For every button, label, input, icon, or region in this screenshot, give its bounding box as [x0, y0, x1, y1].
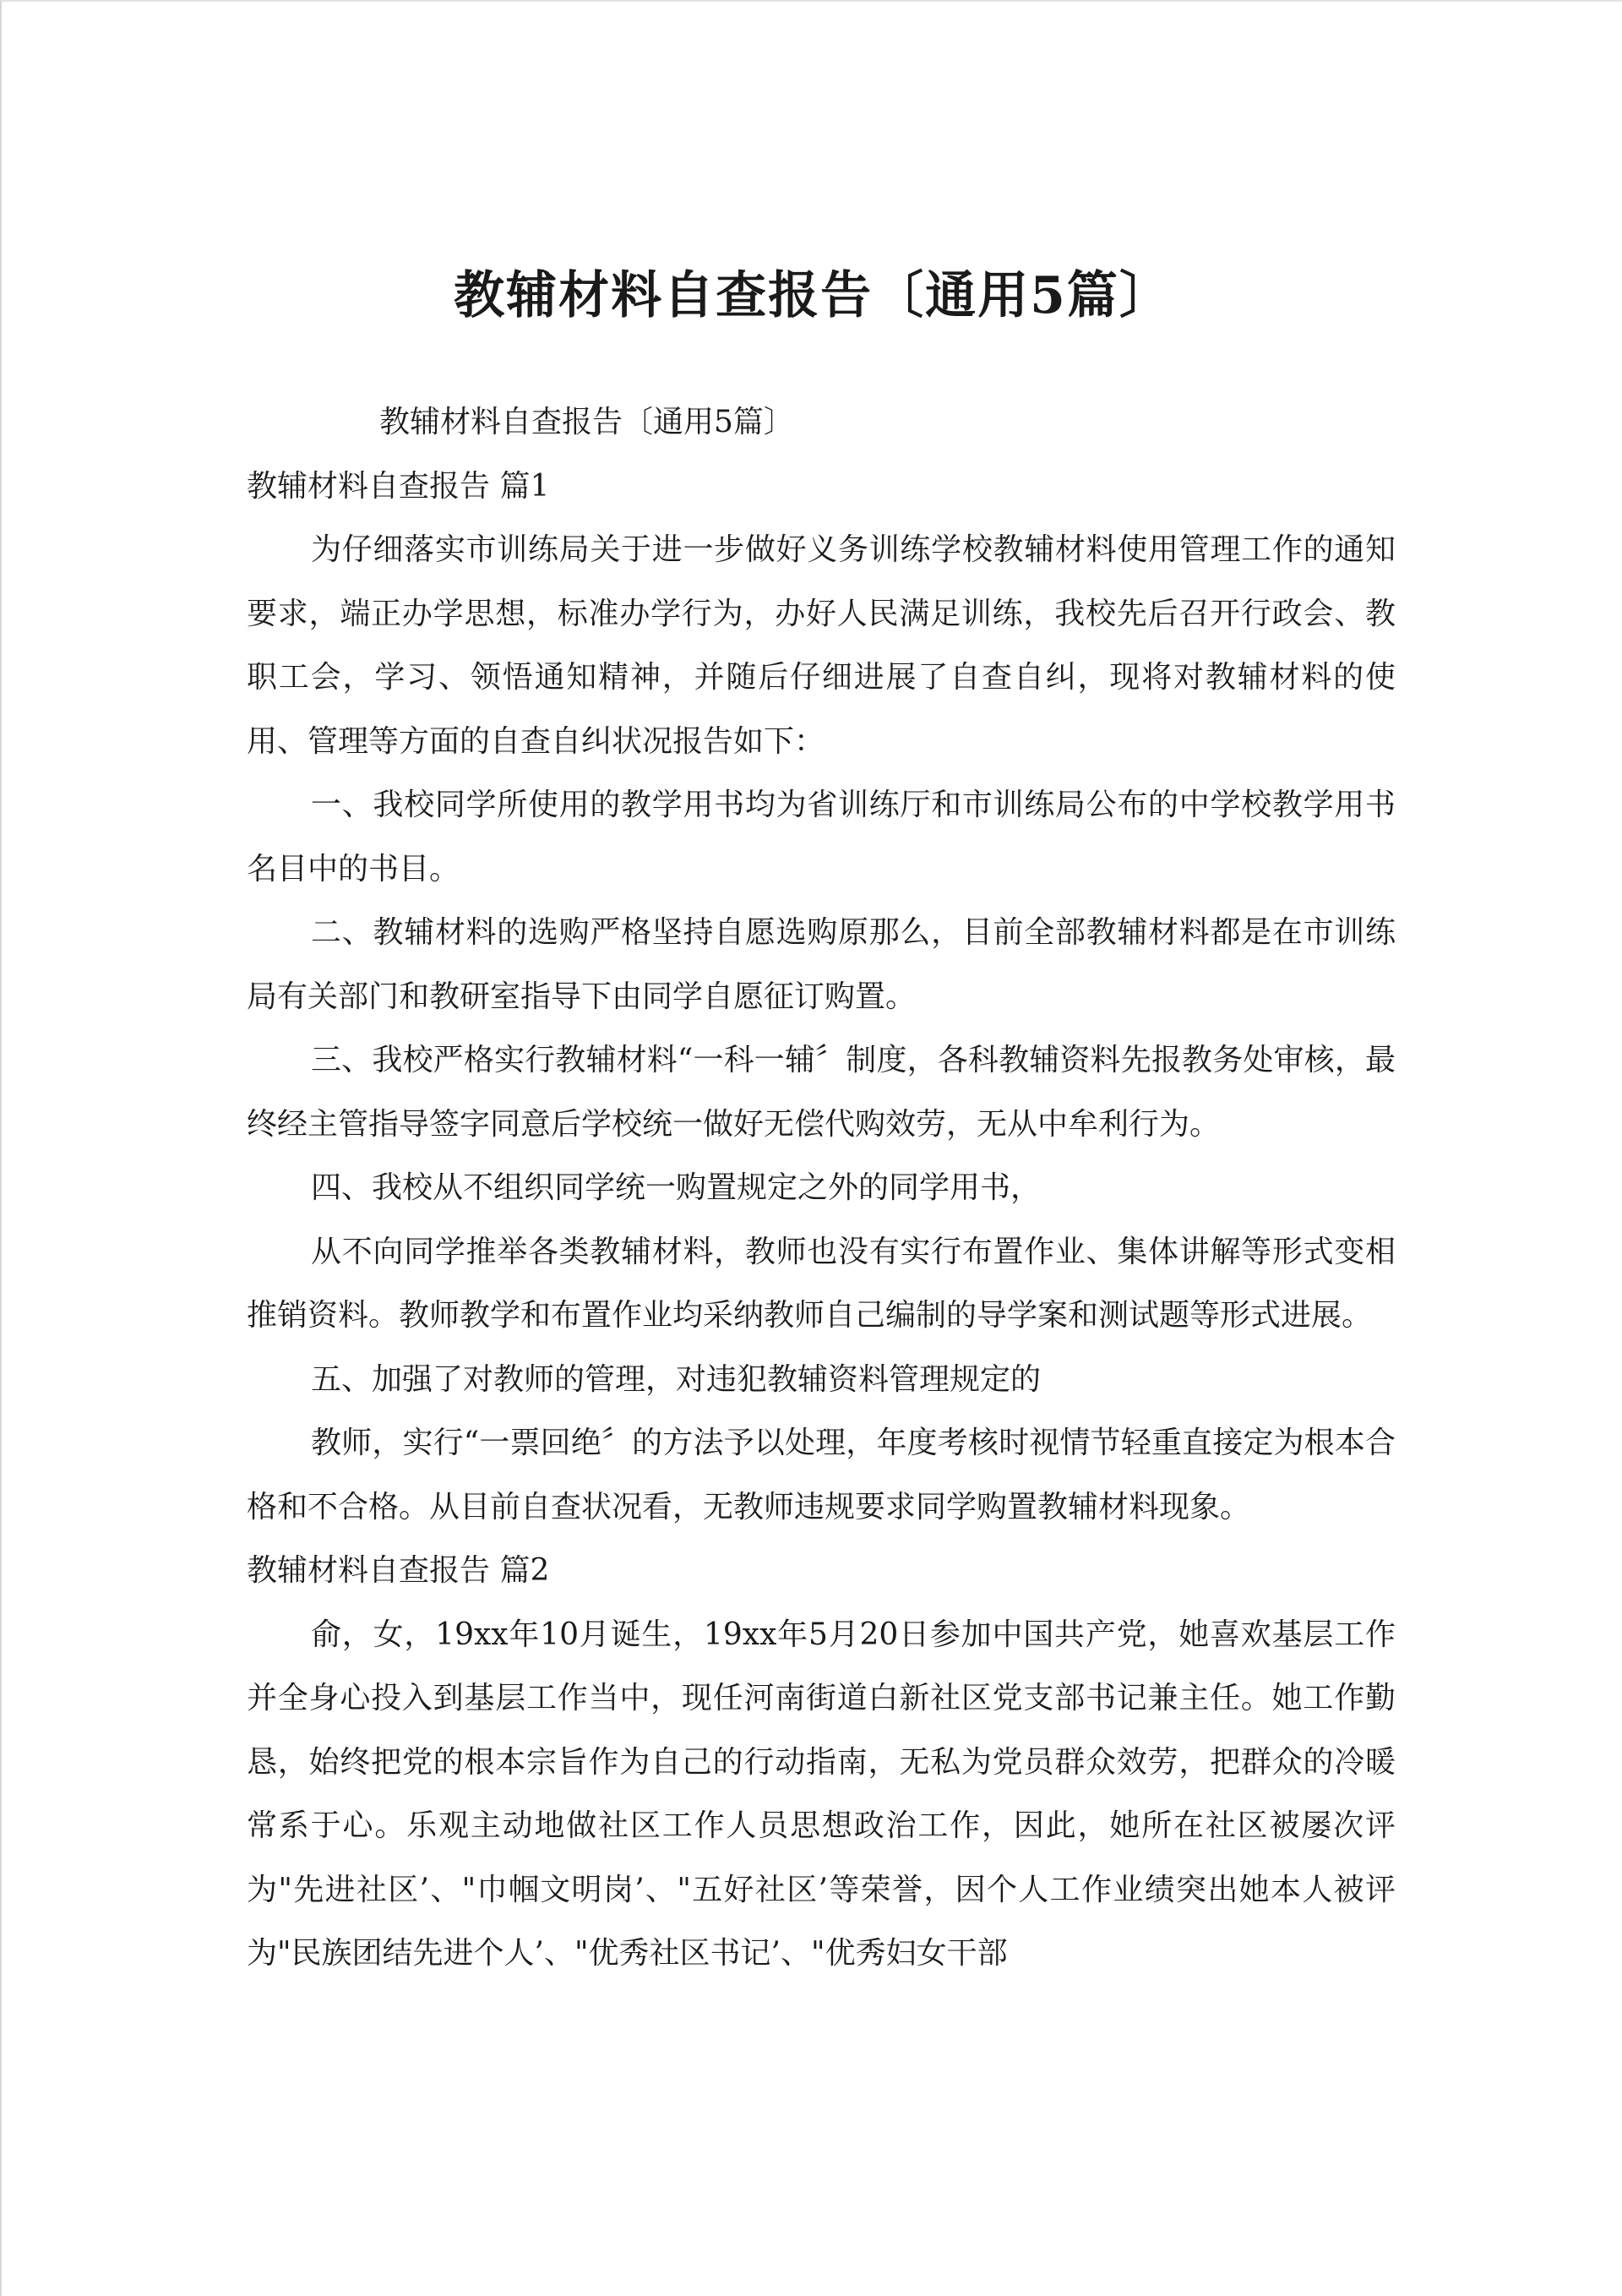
- paragraph: 五、加强了对教师的管理，对违犯教辅资料管理规定的: [311, 1361, 1042, 1397]
- document-title: 教辅材料自查报告〔通用5篇〕: [454, 266, 1172, 325]
- section-heading-2: 教辅材料自查报告 篇2: [247, 1553, 550, 1588]
- paragraph: 二、教辅材料的选购严格坚持自愿选购原那么，目前全部教辅材料都是在市训练局有关部门和教研室指导下由同学自愿征订购置。: [247, 915, 1396, 1014]
- paragraph: 为仔细落实市训练局关于进一步做好义务训练学校教辅材料使用管理工作的通知要求，端正办学思想，标准办学行为，办好人民满足训练，我校先后召开行政会、教职工会，学习、领悟通知精神，并随后仔细进展了自查自纠，现将对教辅材料的使用、管理等方面的自查自纠状况报告如下：: [247, 532, 1396, 759]
- paragraph: 俞，女，19xx年10月诞生，19xx年5月20日参加中国共产党，她喜欢基层工作并全身心投入到基层工作当中，现任河南街道白新社区党支部书记兼主任。她工作勤恳，始终把党的根本宗旨作为自己的行动指南，无私为党员群众效劳，把群众的冷暖常系于心。乐观主动地做社区工作人员思想政治工作，因此，她所在社区被屡次评为"先进社区’、"巾帼文明岗’、"五好社区’等荣誉，因个人工作业绩突出她本人被评为"民族团结先进个人’、"优秀社区书记’、"优秀妇女干部: [247, 1617, 1396, 1971]
- document-subtitle: 教辅材料自查报告〔通用5篇〕: [379, 405, 794, 439]
- section-heading-1: 教辅材料自查报告 篇1: [247, 468, 550, 504]
- paragraph: 教师，实行“一票回绝〞的方法予以处理，年度考核时视情节轻重直接定为根本合格和不合格。从目前自查状况看，无教师违规要求同学购置教辅材料现象。: [247, 1426, 1396, 1524]
- paragraph: 四、我校从不组织同学统一购置规定之外的同学用书，: [311, 1170, 1042, 1205]
- paragraph: 一、我校同学所使用的教学用书均为省训练厅和市训练局公布的中学校教学用书名目中的书目。: [247, 788, 1396, 886]
- paragraph: 从不向同学推举各类教辅材料，教师也没有实行布置作业、集体讲解等形式变相推销资料。教师教学和布置作业均采纳教师自己编制的导学案和测试题等形式进展。: [247, 1234, 1396, 1333]
- paragraph: 三、我校严格实行教辅材料“一科一辅〞制度，各科教辅资料先报教务处审核，最终经主管指导签字同意后学校统一做好无偿代购效劳，无从中牟利行为。: [247, 1043, 1396, 1142]
- document-body: [247, 390, 1396, 1986]
